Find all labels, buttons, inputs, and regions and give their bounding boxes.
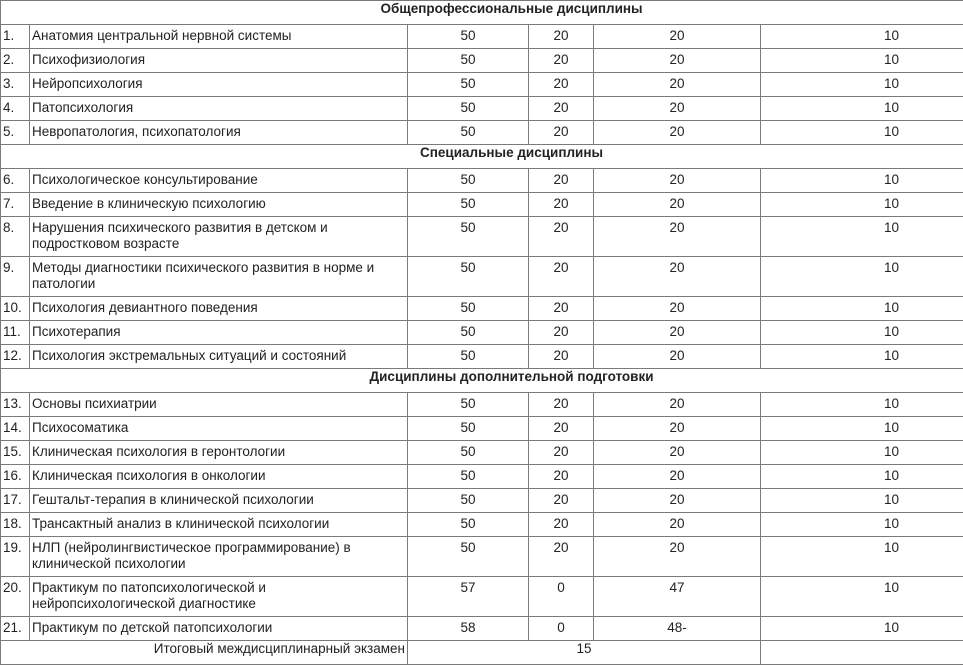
hours-col-1: 50 [408,169,529,193]
hours-col-3: 20 [594,513,761,537]
section-title: Специальные дисциплины [1,145,963,169]
row-number: 2. [1,49,30,73]
discipline-name: Практикум по патопсихологической и нейропсихологической диагностике [30,577,408,617]
table-row [1,257,963,297]
discipline-name: Психосоматика [30,417,408,441]
discipline-name: НЛП (нейролингвистическое программирование) в клинической психологии [30,537,408,577]
hours-col-2: 20 [529,97,594,121]
hours-col-4: 10 [761,345,963,369]
table-row [1,393,963,417]
hours-col-4: 10 [761,465,963,489]
discipline-name: Введение в клиническую психологию [30,193,408,217]
row-number: 1. [1,25,30,49]
table-row [1,577,963,617]
hours-col-2: 20 [529,393,594,417]
hours-col-3: 48- [594,617,761,641]
discipline-name: Клиническая психология в геронтологии [30,441,408,465]
row-number: 14. [1,417,30,441]
hours-col-4: 10 [761,537,963,577]
hours-col-3: 20 [594,49,761,73]
table-row [1,441,963,465]
hours-col-4: 10 [761,193,963,217]
hours-col-1: 50 [408,193,529,217]
row-number: 12. [1,345,30,369]
table-row [1,513,963,537]
table-row [1,489,963,513]
hours-col-3: 20 [594,169,761,193]
row-number: 10. [1,297,30,321]
hours-col-2: 20 [529,345,594,369]
total-value: 15 [408,641,761,665]
hours-col-1: 50 [408,49,529,73]
hours-col-4: 10 [761,489,963,513]
hours-col-4: 10 [761,513,963,537]
hours-col-1: 50 [408,25,529,49]
hours-col-1: 58 [408,617,529,641]
hours-col-4: 10 [761,577,963,617]
discipline-name: Психология девиантного поведения [30,297,408,321]
hours-col-3: 20 [594,73,761,97]
table-row [1,297,963,321]
table-row [1,321,963,345]
table-row [1,97,963,121]
row-number: 21. [1,617,30,641]
discipline-name: Психофизиология [30,49,408,73]
hours-col-2: 0 [529,617,594,641]
hours-col-2: 20 [529,297,594,321]
row-number: 11. [1,321,30,345]
hours-col-3: 20 [594,121,761,145]
section-title: Общепрофессиональные дисциплины [1,1,963,25]
discipline-name: Нейропсихология [30,73,408,97]
hours-col-1: 50 [408,537,529,577]
hours-col-2: 20 [529,25,594,49]
section-header-row [1,369,963,393]
discipline-name: Психологическое консультирование [30,169,408,193]
hours-col-1: 50 [408,489,529,513]
hours-col-1: 50 [408,321,529,345]
hours-col-3: 20 [594,345,761,369]
hours-col-2: 20 [529,257,594,297]
hours-col-1: 50 [408,217,529,257]
table-row [1,193,963,217]
discipline-name: Трансактный анализ в клинической психологии [30,513,408,537]
hours-col-1: 50 [408,73,529,97]
total-label: Итоговый междисциплинарный экзамен [1,641,408,665]
hours-col-4: 10 [761,393,963,417]
hours-col-2: 20 [529,465,594,489]
hours-col-3: 20 [594,257,761,297]
discipline-name: Патопсихология [30,97,408,121]
table-row [1,217,963,257]
hours-col-2: 20 [529,321,594,345]
hours-col-4: 10 [761,297,963,321]
row-number: 17. [1,489,30,513]
hours-col-1: 50 [408,513,529,537]
hours-col-1: 50 [408,97,529,121]
hours-col-4: 10 [761,25,963,49]
row-number: 7. [1,193,30,217]
row-number: 5. [1,121,30,145]
hours-col-3: 20 [594,25,761,49]
discipline-name: Практикум по детской патопсихологии [30,617,408,641]
row-number: 13. [1,393,30,417]
table-row [1,465,963,489]
table-row [1,49,963,73]
row-number: 4. [1,97,30,121]
hours-col-4: 10 [761,49,963,73]
section-header-row [1,1,963,25]
row-number: 8. [1,217,30,257]
row-number: 20. [1,577,30,617]
hours-col-3: 20 [594,321,761,345]
row-number: 15. [1,441,30,465]
discipline-name: Нарушения психического развития в детском и подростковом возрасте [30,217,408,257]
hours-col-4: 10 [761,73,963,97]
table-row [1,537,963,577]
hours-col-2: 20 [529,193,594,217]
hours-col-1: 50 [408,441,529,465]
hours-col-3: 20 [594,489,761,513]
discipline-name: Невропатология, психопатология [30,121,408,145]
row-number: 18. [1,513,30,537]
hours-col-4: 10 [761,321,963,345]
table-row [1,345,963,369]
hours-col-4: 10 [761,169,963,193]
section-header-row [1,145,963,169]
hours-col-3: 47 [594,577,761,617]
discipline-name: Психотерапия [30,321,408,345]
discipline-name: Клиническая психология в онкологии [30,465,408,489]
table-row [1,617,963,641]
section-title: Дисциплины дополнительной подготовки [1,369,963,393]
row-number: 19. [1,537,30,577]
hours-col-1: 50 [408,121,529,145]
hours-col-3: 20 [594,393,761,417]
discipline-name: Психология экстремальных ситуаций и состояний [30,345,408,369]
hours-col-1: 50 [408,257,529,297]
hours-col-1: 50 [408,417,529,441]
table-row [1,25,963,49]
hours-col-2: 20 [529,169,594,193]
hours-col-1: 50 [408,345,529,369]
hours-col-2: 20 [529,537,594,577]
hours-col-2: 20 [529,73,594,97]
hours-col-3: 20 [594,217,761,257]
hours-col-1: 57 [408,577,529,617]
hours-col-3: 20 [594,417,761,441]
hours-col-4: 10 [761,617,963,641]
hours-col-3: 20 [594,97,761,121]
hours-col-2: 20 [529,513,594,537]
curriculum-table-body [1,1,963,665]
hours-col-4: 10 [761,257,963,297]
hours-col-3: 20 [594,441,761,465]
row-number: 6. [1,169,30,193]
hours-col-3: 20 [594,297,761,321]
hours-col-2: 20 [529,121,594,145]
hours-col-3: 20 [594,465,761,489]
hours-col-1: 50 [408,297,529,321]
row-number: 16. [1,465,30,489]
discipline-name: Гештальт-терапия в клинической психологии [30,489,408,513]
hours-col-4: 10 [761,441,963,465]
hours-col-1: 50 [408,393,529,417]
hours-col-2: 0 [529,577,594,617]
hours-col-4: 10 [761,97,963,121]
row-number: 3. [1,73,30,97]
hours-col-4: 10 [761,217,963,257]
table-row [1,121,963,145]
discipline-name: Методы диагностики психического развития в норме и патологии [30,257,408,297]
hours-col-2: 20 [529,489,594,513]
hours-col-4: 10 [761,417,963,441]
table-row [1,169,963,193]
hours-col-2: 20 [529,417,594,441]
discipline-name: Анатомия центральной нервной системы [30,25,408,49]
hours-col-2: 20 [529,49,594,73]
hours-col-3: 20 [594,193,761,217]
table-row [1,73,963,97]
discipline-name: Основы психиатрии [30,393,408,417]
row-number: 9. [1,257,30,297]
table-row [1,417,963,441]
hours-col-3: 20 [594,537,761,577]
hours-col-4: 10 [761,121,963,145]
hours-col-2: 20 [529,217,594,257]
hours-col-2: 20 [529,441,594,465]
hours-col-1: 50 [408,465,529,489]
